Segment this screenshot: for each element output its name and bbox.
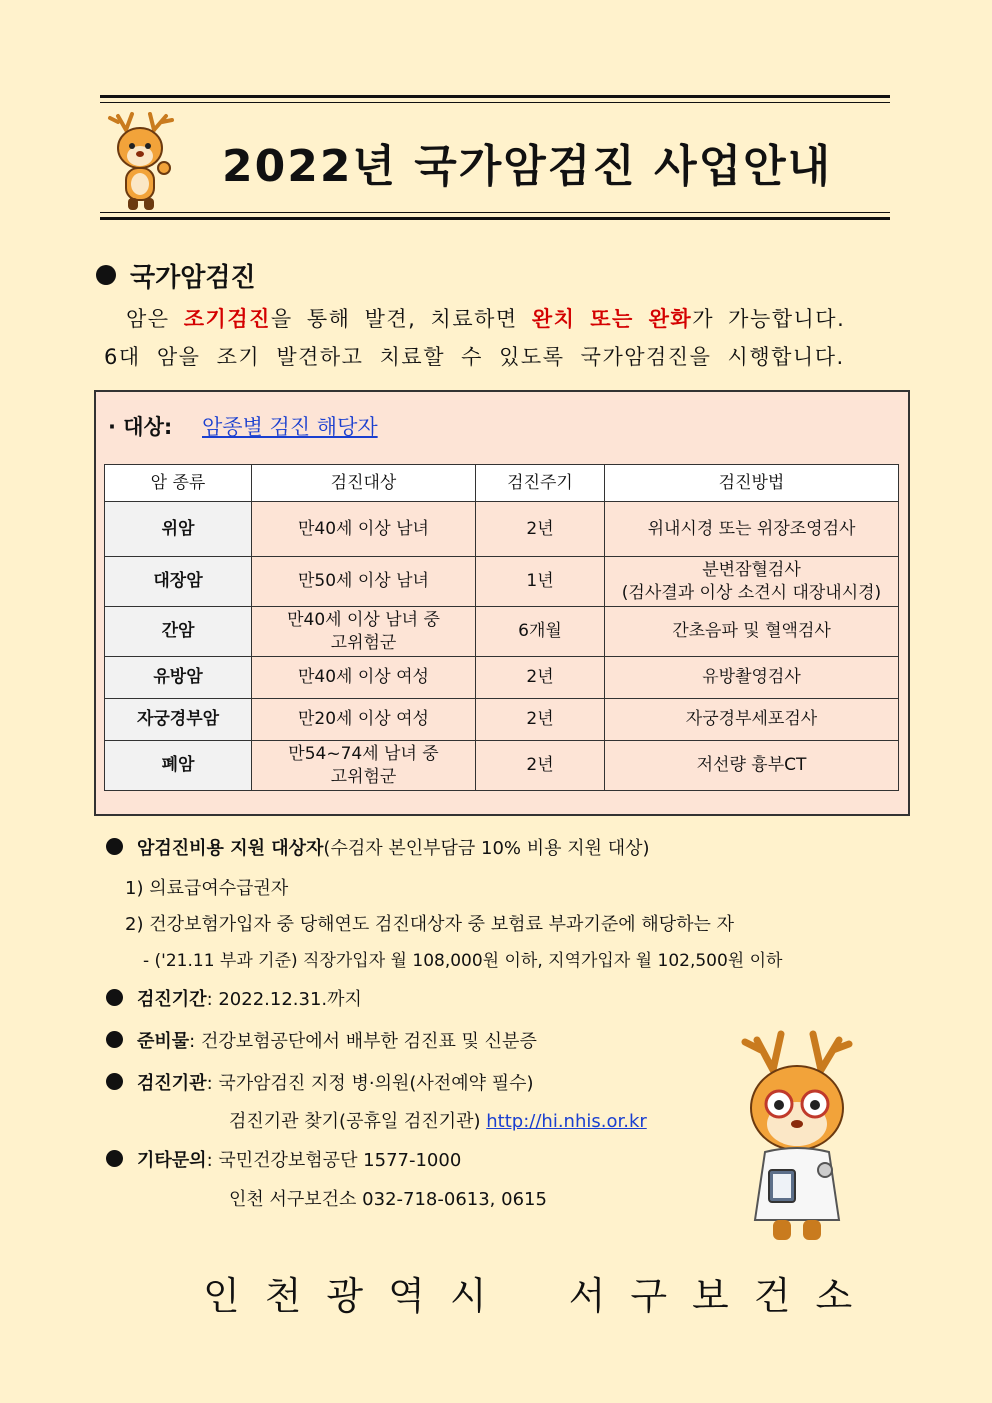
intro-text: 을 통해 발견, 치료하면 (270, 307, 532, 331)
support-note: (수검자 본인부담금 10% 비용 지원 대상) (323, 838, 650, 859)
column-header: 검진주기 (476, 465, 605, 502)
column-header: 검진대상 (252, 465, 476, 502)
intro-line-2: 6대 암을 조기 발견하고 치료할 수 있도록 국가암검진을 시행합니다. (104, 345, 845, 369)
screening-target (252, 741, 476, 791)
table-row (105, 657, 899, 699)
inquiry-value-2: 인천 서구보건소 032-718-0613, 0615 (229, 1189, 547, 1210)
section-heading-text: 국가암검진 (130, 263, 256, 293)
screening-cycle: 6개월 (476, 607, 605, 657)
bullet-dot-icon (106, 1150, 123, 1167)
header-rule-bottom-thin (100, 212, 890, 213)
inquiry-label: 기타문의 (137, 1150, 207, 1171)
cancer-type: 자궁경부암 (105, 699, 252, 741)
table-row (105, 607, 899, 657)
header-rule-top (100, 95, 890, 98)
institution-label: 검진기관 (137, 1073, 207, 1094)
screening-target: 만50세 이상 남녀 (252, 557, 476, 607)
cancer-type: 간암 (105, 607, 252, 657)
inquiry-value: : 국민건강보험공단 1577-1000 (206, 1150, 462, 1171)
table-row (105, 502, 899, 557)
screening-target: 만20세 이상 여성 (252, 699, 476, 741)
screening-cycle: 1년 (476, 557, 605, 607)
bullet-dot-icon (106, 1073, 123, 1090)
bullet-dot-icon (106, 838, 123, 855)
bullet-dot-icon (106, 1031, 123, 1048)
table-row (105, 557, 899, 607)
screening-target (252, 607, 476, 657)
section-heading (96, 257, 256, 294)
table-row (105, 741, 899, 791)
period-line (106, 985, 362, 1011)
screening-table (104, 464, 899, 791)
column-header: 검진방법 (605, 465, 899, 502)
table-row (105, 699, 899, 741)
period-value: : 2022.12.31.까지 (206, 989, 362, 1010)
bullet-dot-icon (96, 265, 116, 285)
support-heading (106, 834, 650, 860)
screening-target: 만40세 이상 여성 (252, 657, 476, 699)
screening-method: 저선량 흉부CT (605, 741, 899, 791)
screening-cycle: 2년 (476, 699, 605, 741)
prep-label: 준비물 (137, 1031, 190, 1052)
institution-value: : 국가암검진 지정 병·의원(사전예약 필수) (206, 1073, 534, 1094)
doctor-deer-mascot-icon (735, 1020, 860, 1250)
header-rule-bottom (100, 217, 890, 220)
target-label: · 대상: (108, 415, 173, 439)
institution-find (229, 1107, 647, 1133)
screening-method: 유방촬영검사 (605, 657, 899, 699)
cancer-type: 유방암 (105, 657, 252, 699)
target-line: 만40세 이상 남녀 중 (287, 609, 440, 630)
target-line: 고위험군 (330, 766, 397, 787)
page-title: 2022년 국가암검진 사업안내 (222, 141, 833, 192)
screening-cycle: 2년 (476, 657, 605, 699)
support-title: 암검진비용 지원 대상자 (137, 838, 324, 859)
institution-line (106, 1069, 534, 1095)
prep-value: : 건강보험공단에서 배부한 검진표 및 신분증 (189, 1031, 537, 1052)
cancer-type: 위암 (105, 502, 252, 557)
screening-method: 위내시경 또는 위장조영검사 (605, 502, 899, 557)
target-line: 만54~74세 남녀 중 (288, 743, 439, 764)
intro-text: 암은 (126, 307, 184, 331)
intro-text: 가 가능합니다. (692, 307, 846, 331)
support-item-1: 1) 의료급여수급권자 (125, 878, 289, 899)
target-line: 고위험군 (330, 632, 397, 653)
screening-method (605, 557, 899, 607)
period-label: 검진기간 (137, 989, 207, 1010)
intro-highlight-early: 조기검진 (183, 307, 271, 331)
screening-cycle: 2년 (476, 502, 605, 557)
method-line: 분변잠혈검사 (702, 559, 801, 580)
bullet-dot-icon (106, 989, 123, 1006)
target-link[interactable]: 암종별 검진 해당자 (202, 415, 378, 439)
prep-line (106, 1027, 537, 1053)
intro-line-1 (126, 303, 845, 333)
institution-find-text: 검진기관 찾기(공휴일 검진기관) (229, 1111, 487, 1132)
support-item-3: - ('21.11 부과 기준) 직장가입자 월 108,000원 이하, 지역가입자 월 102,500원 이하 (143, 951, 783, 971)
cancer-type: 폐암 (105, 741, 252, 791)
nhis-link[interactable]: http://hi.nhis.or.kr (486, 1111, 647, 1132)
column-header: 암 종류 (105, 465, 252, 502)
deer-mascot-icon (104, 110, 180, 214)
inquiry-line (106, 1146, 461, 1172)
cancer-type: 대장암 (105, 557, 252, 607)
method-note: (검사결과 이상 소견시 대장내시경) (621, 582, 882, 603)
intro-highlight-cure: 완치 또는 완화 (531, 307, 693, 331)
screening-target: 만40세 이상 남녀 (252, 502, 476, 557)
screening-method: 자궁경부세포검사 (605, 699, 899, 741)
screening-method: 간초음파 및 혈액검사 (605, 607, 899, 657)
support-item-2: 2) 건강보험가입자 중 당해연도 검진대상자 중 보험료 부과기준에 해당하는 자 (125, 914, 734, 935)
table-header-row (105, 465, 899, 502)
screening-cycle: 2년 (476, 741, 605, 791)
footer-org: 인천광역시 서구보건소 (203, 1274, 878, 1318)
header-rule-top-thin (100, 102, 890, 103)
